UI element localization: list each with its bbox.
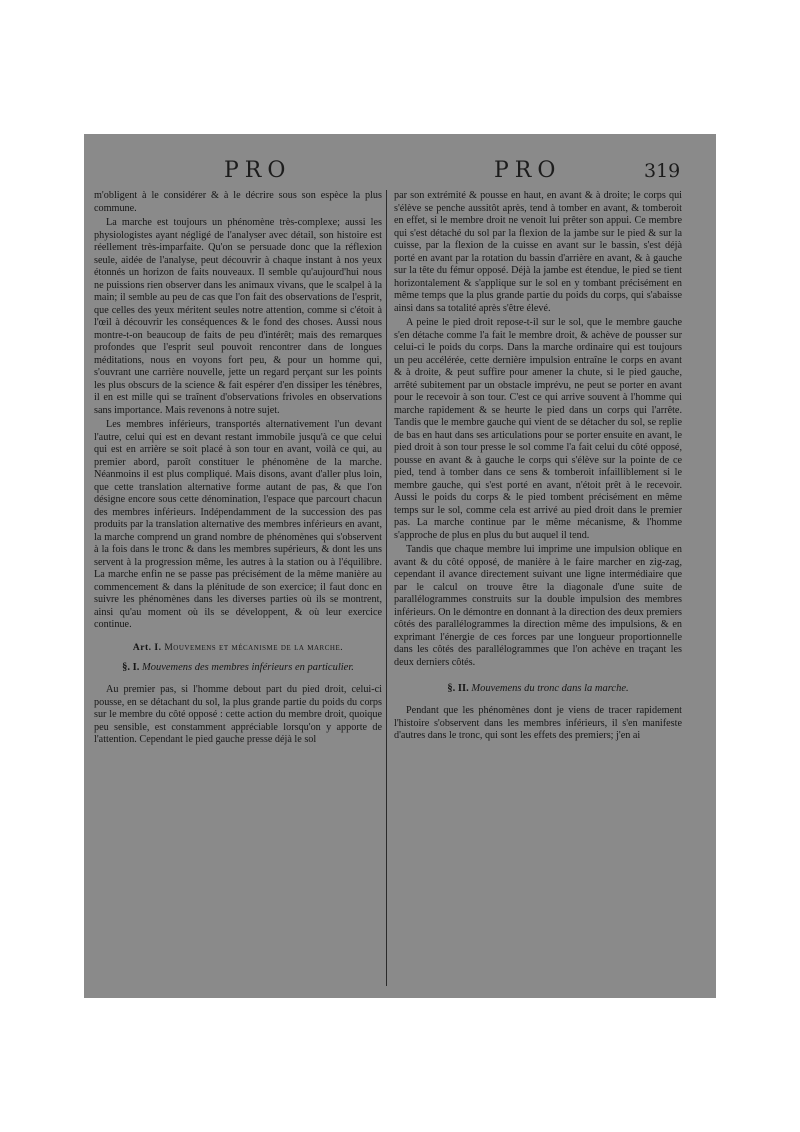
paragraph: La marche est toujours un phénomène très-complexe; aussi les physiologistes ayant négligé de l'analyser avec détail, son histoire est réellement très-imparfaite. Qu'on se persuade donc que la réflexion seule, aidée de l'analyse, peut découvrir à chaque instant à nos yeux étonnés un horizon de faits nouveaux. Il semble qu'aujourd'hui nous ne puissions rien observer dans les animaux vivans, que le scalpel à la main; il semble au peu de cas que l'on fait des observations de l'esprit, que celles des yeux méritent seules notre attention, comme si c'étoit à l'œil à découvrir les conséquences & le fond des choses. Aussi nous montre-t-on beaucoup de faits de peu d'intérêt; mais des remarques profondes que l'esprit seul pouvoit rencontrer dans de longues méditations, nous en voyons fort peu, & pour un homme qui, s'ouvrant une carrière nouvelle, jette un regard perçant sur les points les plus obscurs de la science & fait espérer d'en dissiper les ténèbres, il en est mille qui se traînent d'observations frivoles en observations sans importance. Mais revenons à notre sujet. — [94, 217, 382, 416]
paragraph: par son extrémité & pousse en haut, en avant & à droite; le corps qui s'élève se penche aussitôt après, tend à tomber en avant, & tomberoit en effet, si le membre droit ne venoit lui prêter son appui. Ce membre qui s'est détaché du sol par la flexion de la jambe sur le pied & sur la cuisse, par la flexion de la cuisse en avant sur le bassin, s'est déjà porté en avant par la rotation du bassin d'arrière en avant, & à gauche sur la tête du fémur opposé. Déjà la jambe est étendue, le pied se tient horizontalement & s'applique sur le sol en y tombant précisément en même temps que la plus grande partie du poids du corps, qui s'abaisse ainsi dans sa totalité après s'être élevé. — [394, 190, 682, 314]
section-mark: §. II. — [447, 683, 469, 694]
paragraph: Tandis que chaque membre lui imprime une impulsion oblique en avant & du côté opposé, de manière à le faire marcher en zig-zag, cependant il avance directement suivant une ligne intermédiaire que par le calcul on trouve être la diagonale d'une suite de parallélogrammes construits sur la double impulsion des membres inférieurs. On le démontre en donnant à la direction des deux premiers côtés des parallélogrammes la direction même des impulsions, & en exprimant l'énergie de ces forces par une longueur proportionnelle dans les côtés des parallélogrammes que l'on achève en traçant les deux derniers côtés. — [394, 544, 682, 668]
left-column — [94, 190, 382, 990]
page-number: 319 — [644, 160, 681, 182]
paragraph: A peine le pied droit repose-t-il sur le sol, que le membre gauche s'en détache comme l'a fait le membre droit, & achève de pousser sur celui-ci le poids du corps. Dans la marche ordinaire qui est toujours un peu accélérée, cette dernière impulsion entraîne le corps en avant & à droite, & peut suffire pour amener la chute, si le pied gauche, arrêté subitement par un obstacle imprévu, ne peut se porter en avant pour le recevoir à son tour. C'est ce qui arrive souvent à l'homme qui marche rapidement & se heurte le pied dans un corps qui l'arrête. Tandis que le membre gauche qui vient de se détacher du sol, se replie de bas en haut dans ses articulations pour se porter ensuite en avant, le pied droit à son tour presse le sol comme l'a fait celui du côté opposé, pousse en avant & à gauche le corps qui s'élève sur la pointe de ce pied, tend à tomber dans ce sens & tomberoit infailliblement si le membre gauche, qui s'est porté en avant, n'étoit prêt à le recevoir. Aussi le poids du corps & le pied tombent précisément en même temps sur le sol, comme cela est arrivé au pied droit dans le premier pas. La marche continue par le même mécanisme, & l'homme s'approche de plus en plus du but auquel il tend. — [394, 317, 682, 541]
section-title: Mouvemens du tronc dans la marche. — [471, 683, 629, 694]
left-running-head: PRO — [224, 158, 292, 183]
article-heading — [94, 642, 382, 655]
right-running-head: PRO — [494, 158, 562, 183]
paragraph: Pendant que les phénomènes dont je viens de tracer rapidement l'histoire s'observent dans les membres inférieurs, il s'en manifeste d'autres dans le tronc, qui sont les effets des premiers; j'en ai — [394, 705, 682, 741]
scanned-page — [84, 134, 716, 998]
paragraph: m'obligent à le considérer & à le décrire sous son espèce la plus commune. — [94, 190, 382, 214]
section-heading — [398, 683, 678, 695]
section-mark: §. I. — [122, 662, 140, 673]
right-column — [394, 190, 682, 990]
running-header — [84, 158, 716, 188]
column-divider — [386, 190, 387, 986]
section-heading — [98, 662, 378, 674]
paragraph: Les membres inférieurs, transportés alternativement l'un devant l'autre, celui qui est en devant restant immobile jusqu'à ce que celui qui est en arrière se soit placé à son tour en avant, voilà ce qui, au premier abord, paroît constituer le phénomène de la marche. Néanmoins il est plus compliqué. Mais disons, avant d'aller plus loin, que cette translation alternative forme autant de pas, & que l'on désigne encore sous cette dénomination, l'espace que parcourt chacun des membres inférieurs. Indépendamment de la succession des pas produits par la translation alternative des membres inférieurs en avant, la marche comprend un grand nombre de phénomènes qui s'observent à la fois dans le tronc & dans les membres supérieurs, & dont les uns servent à la progression même, les autres à la station ou à l'équilibre. La marche enfin ne se passe pas précisément de la même manière au commencement & dans la plénitude de son exercice; il faut donc en suivre les phénomènes dans les diverses parties où ils se montrent, ainsi qu'au moment où ils se développent, & où leur exercice continue. — [94, 419, 382, 630]
article-title: Mouvemens et mécanisme de la marche. — [164, 642, 344, 653]
paragraph: Au premier pas, si l'homme debout part du pied droit, celui-ci pousse, en se détachant du sol, la plus grande partie du poids du corps sur le membre du côté opposé : cette action du membre droit, quoique peu sensible, est constamment appréciable lorsqu'on y apporte de l'attention. Cependant le pied gauche presse déjà le sol — [94, 684, 382, 745]
article-label: Art. I. — [132, 642, 162, 653]
section-title: Mouvemens des membres inférieurs en particulier. — [141, 662, 354, 673]
